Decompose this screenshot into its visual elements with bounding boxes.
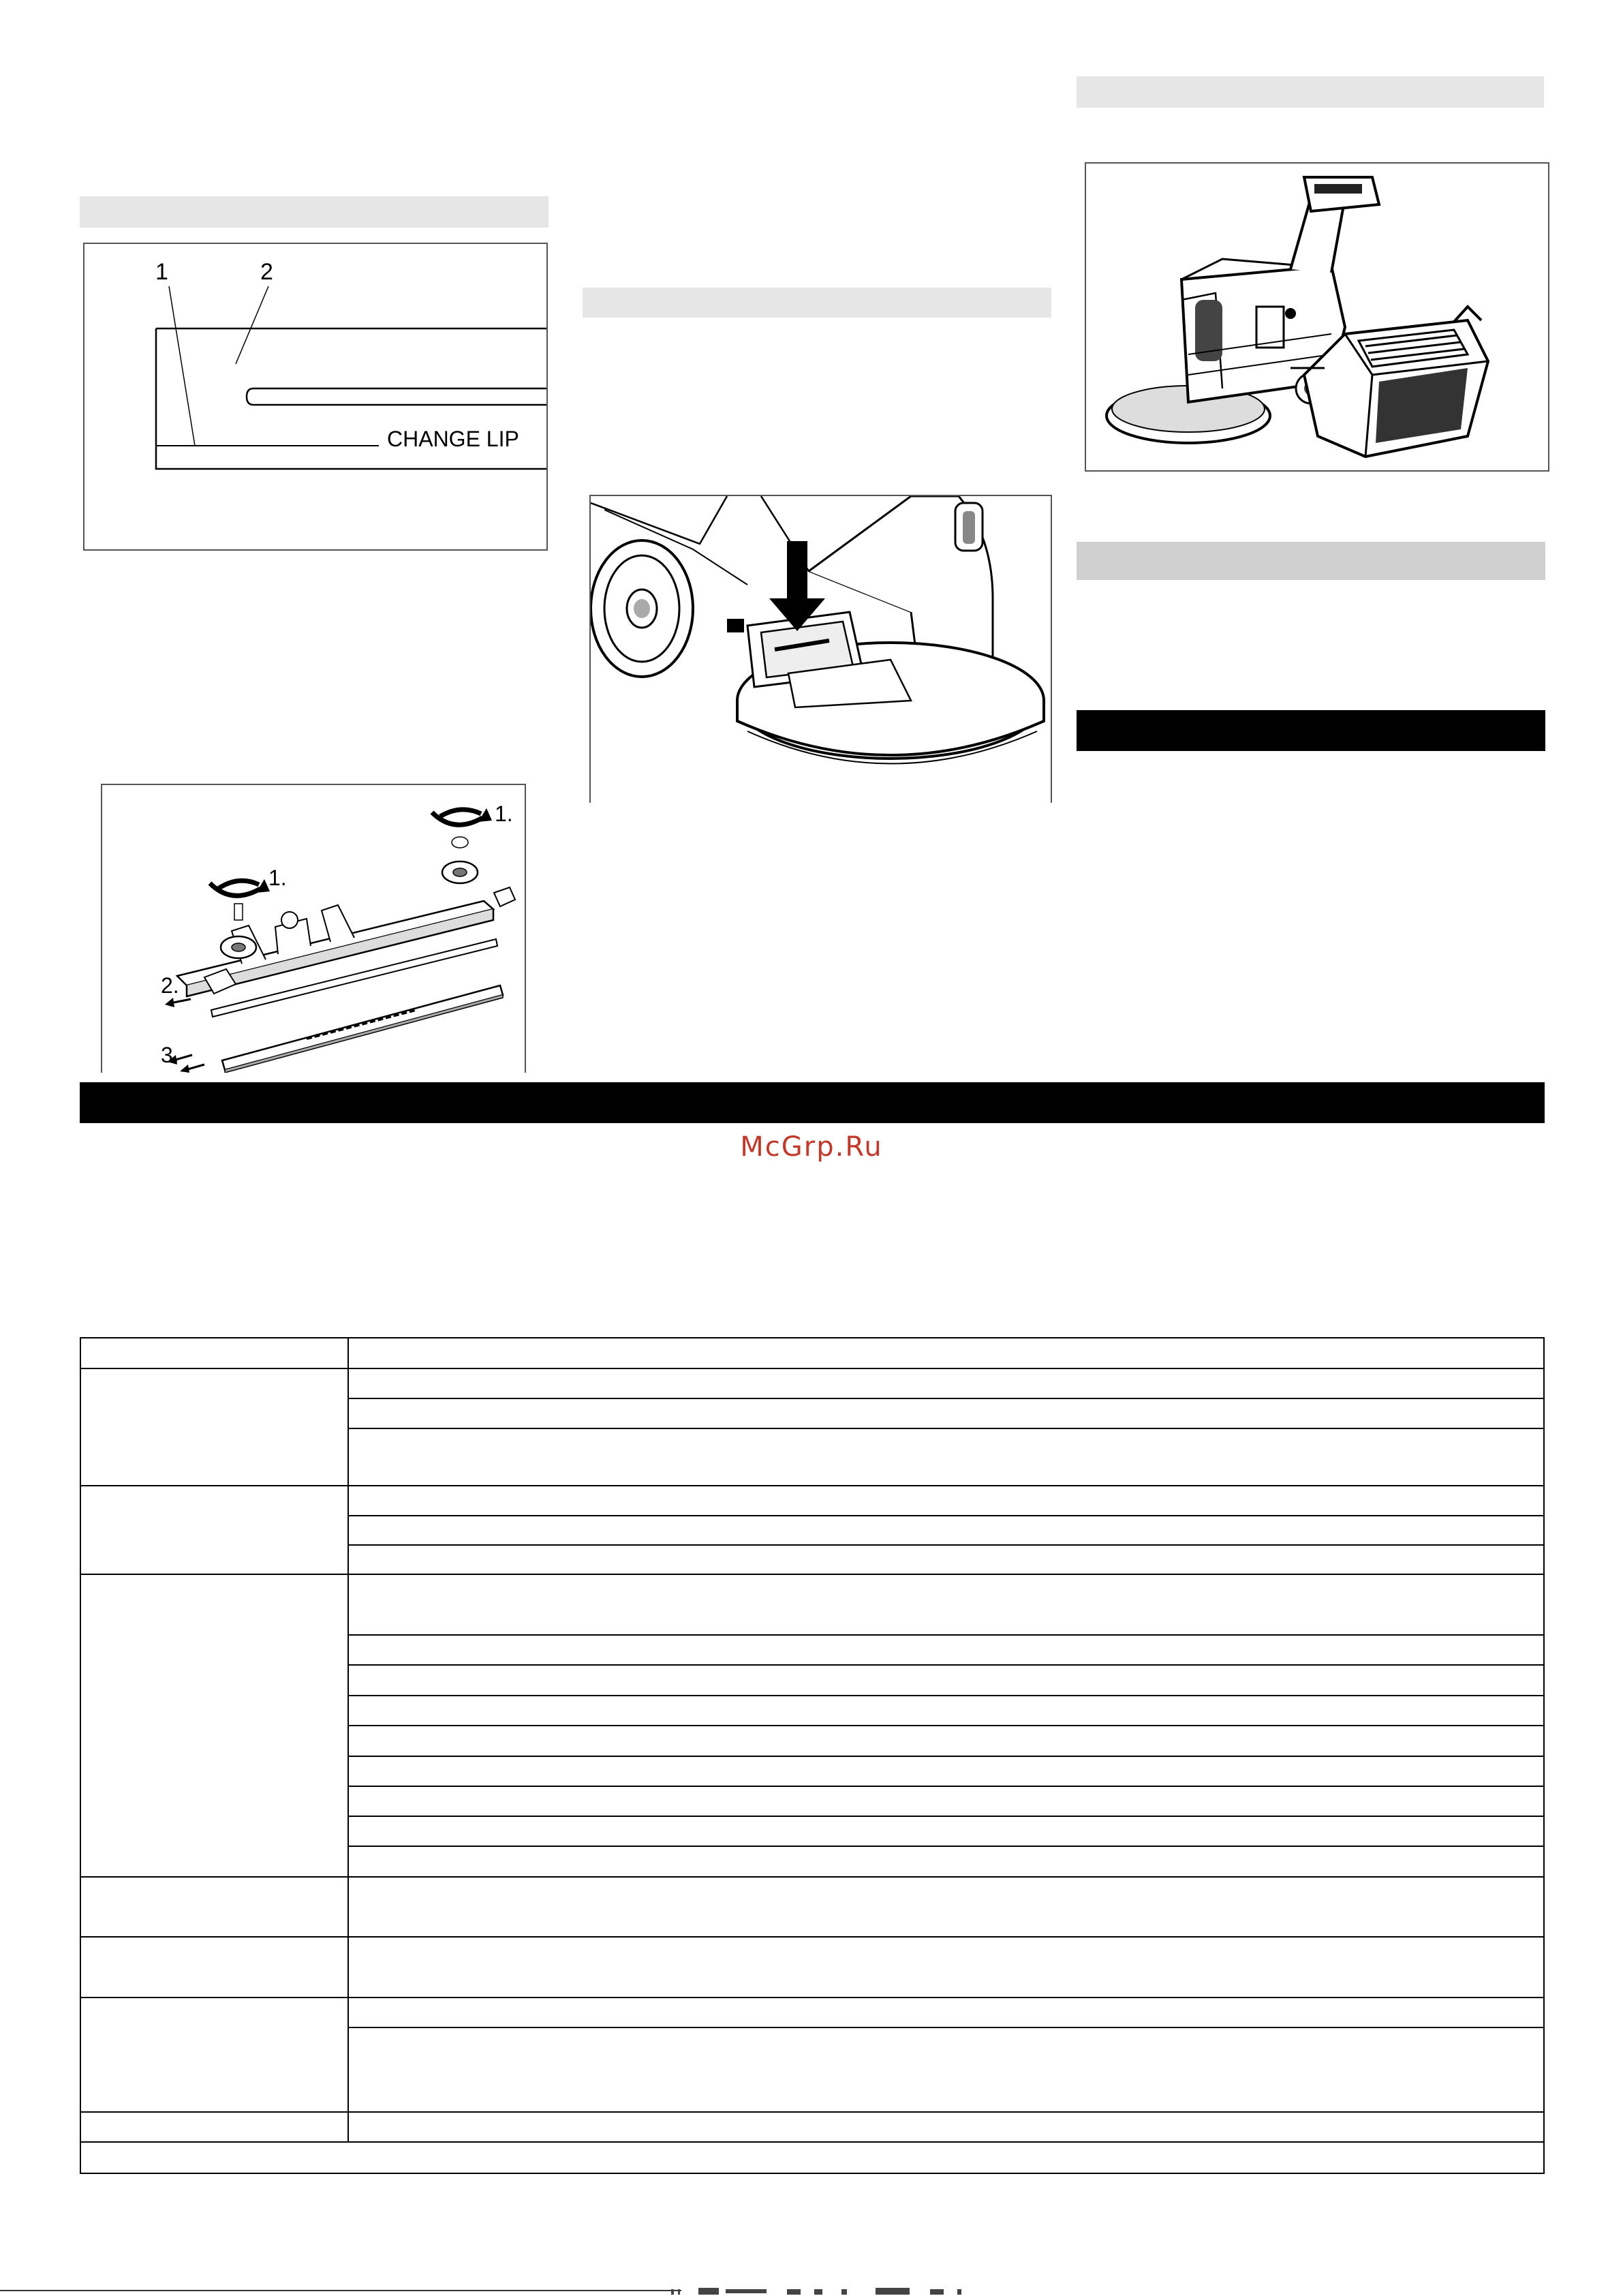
- table-subrow: [347, 1515, 1543, 1516]
- table-subrow: [347, 1725, 1543, 1726]
- table-row: [81, 1368, 1543, 1369]
- figure-machine-battery: [1085, 162, 1549, 472]
- callout-1: 1: [155, 259, 168, 285]
- chapter-heading-full: [80, 1082, 1545, 1123]
- step-3: 3.: [161, 1043, 179, 1067]
- table-subrow: [347, 1664, 1543, 1666]
- table-row: [81, 2141, 1543, 2143]
- table-subrow: [347, 1756, 1543, 1757]
- brush-release-drawing: [591, 496, 1051, 803]
- chapter-heading-right: [1077, 710, 1545, 751]
- table-subrow: [347, 1816, 1543, 1817]
- change-lip-label: CHANGE LIP: [387, 427, 519, 451]
- figure-squeegee-disassembly: [101, 784, 526, 1073]
- table-subrow: [347, 1695, 1543, 1696]
- step-1-right: 1.: [495, 801, 513, 826]
- footer-marks: [671, 2286, 991, 2296]
- table-subrow: [347, 1428, 1543, 1429]
- table-column-divider: [347, 1338, 349, 2141]
- watermark: McGrp.Ru: [740, 1131, 883, 1163]
- section-bar-right-2: [1077, 542, 1545, 580]
- change-lip-drawing: [84, 244, 546, 549]
- figure-brush-release: [589, 495, 1052, 803]
- table-row: [81, 1997, 1543, 1998]
- section-bar-middle: [583, 288, 1051, 318]
- table-row: [81, 1876, 1543, 1878]
- figure-change-lip: [83, 243, 548, 551]
- table-subrow: [347, 1846, 1543, 1847]
- section-bar-right-1: [1077, 76, 1544, 108]
- table-row: [81, 1574, 1543, 1575]
- callout-2: 2: [260, 259, 273, 285]
- section-bar-left-1: [80, 196, 548, 228]
- step-2: 2.: [161, 973, 179, 998]
- squeegee-disassembly-drawing: [102, 785, 525, 1073]
- step-1-left: 1.: [268, 866, 287, 890]
- table-row: [81, 2111, 1543, 2113]
- machine-battery-drawing: [1086, 164, 1548, 470]
- table-subrow: [347, 1544, 1543, 1546]
- table-row: [81, 1936, 1543, 1938]
- rotate-arrow-icon: [432, 808, 492, 825]
- table-subrow: [347, 2027, 1543, 2028]
- specification-table: [80, 1337, 1545, 2174]
- table-subrow: [347, 1634, 1543, 1636]
- table-row: [81, 1485, 1543, 1486]
- table-subrow: [347, 1398, 1543, 1399]
- footer-rule: [0, 2290, 681, 2291]
- table-subrow: [347, 1786, 1543, 1787]
- rotate-arrow-icon: [210, 879, 270, 896]
